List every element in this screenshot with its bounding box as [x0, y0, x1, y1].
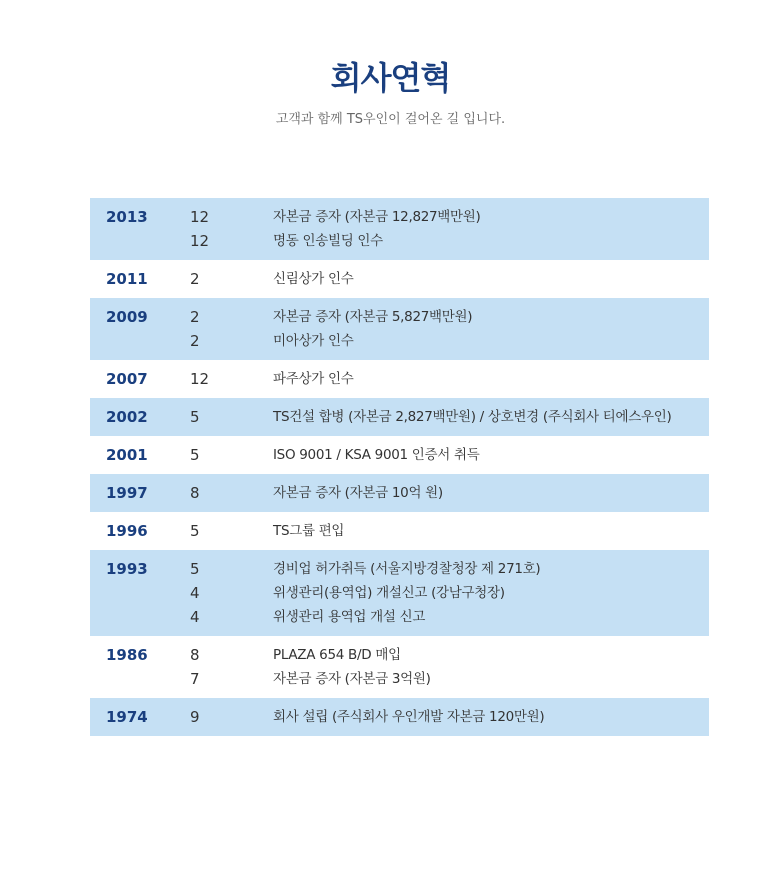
- history-event: [190, 229, 709, 253]
- event-description: TS건설 합병 (자본금 2,827백만원) / 상호변경 (주식회사 티에스우인): [273, 409, 672, 425]
- history-year: 2009: [106, 308, 148, 326]
- history-row-2001: [90, 436, 709, 474]
- history-row-1996: [90, 512, 709, 550]
- event-description: 자본금 증자 (자본금 5,827백만원): [273, 309, 473, 325]
- history-row-2009: [90, 298, 709, 360]
- history-year: 1993: [106, 560, 148, 578]
- history-event: [190, 557, 709, 581]
- history-event: [190, 305, 709, 329]
- event-description: 위생관리(용역업) 개설신고 (강남구청장): [273, 585, 505, 601]
- history-events: [190, 519, 709, 543]
- history-events: [190, 705, 709, 729]
- history-year: 2007: [106, 370, 148, 388]
- history-event: [190, 581, 709, 605]
- history-events: [190, 205, 709, 253]
- history-event: [190, 267, 709, 291]
- history-events: [190, 643, 709, 691]
- history-year: 1997: [106, 484, 148, 502]
- event-description: PLAZA 654 B/D 매입: [273, 647, 401, 663]
- history-year: 2011: [106, 270, 148, 288]
- history-events: [190, 481, 709, 505]
- event-description: TS그룹 편입: [273, 523, 345, 539]
- history-event: [190, 519, 709, 543]
- history-event: [190, 667, 709, 691]
- history-row-2013: [90, 198, 709, 260]
- history-event: [190, 329, 709, 353]
- event-description: 명동 인송빌딩 인수: [273, 233, 383, 249]
- history-row-1993: [90, 550, 709, 636]
- history-event: [190, 643, 709, 667]
- page-subtitle: 고객과 함께 TS우인이 걸어온 길 입니다.: [275, 112, 506, 127]
- history-events: [190, 267, 709, 291]
- page-title: 회사연혁: [330, 59, 451, 97]
- history-table: [90, 198, 709, 736]
- event-month: 8: [190, 646, 200, 664]
- event-description: 경비업 허가취득 (서울지방경찰청장 제 271호): [273, 561, 541, 577]
- event-month: 2: [190, 332, 200, 350]
- event-month: 12: [190, 370, 210, 388]
- event-description: ISO 9001 / KSA 9001 인증서 취득: [273, 447, 480, 463]
- history-year: 1996: [106, 522, 148, 540]
- history-event: [190, 605, 709, 629]
- history-events: [190, 405, 709, 429]
- event-month: 5: [190, 446, 200, 464]
- event-description: 파주상가 인수: [273, 371, 354, 387]
- event-description: 회사 설립 (주식회사 우인개발 자본금 120만원): [273, 709, 545, 725]
- event-month: 12: [190, 208, 210, 226]
- history-year: 2001: [106, 446, 148, 464]
- event-description: 자본금 증자 (자본금 3억원): [273, 671, 431, 687]
- event-month: 7: [190, 670, 200, 688]
- event-month: 2: [190, 270, 200, 288]
- event-description: 위생관리 용역업 개설 신고: [273, 609, 426, 625]
- history-year: 1974: [106, 708, 148, 726]
- history-events: [190, 305, 709, 353]
- event-description: 미아상가 인수: [273, 333, 354, 349]
- history-row-1986: [90, 636, 709, 698]
- event-month: 8: [190, 484, 200, 502]
- history-year: 2013: [106, 208, 148, 226]
- history-event: [190, 481, 709, 505]
- event-month: 5: [190, 560, 200, 578]
- event-month: 5: [190, 522, 200, 540]
- event-month: 4: [190, 608, 200, 626]
- history-row-2011: [90, 260, 709, 298]
- history-row-2007: [90, 360, 709, 398]
- event-month: 5: [190, 408, 200, 426]
- history-events: [190, 443, 709, 467]
- event-month: 12: [190, 232, 210, 250]
- event-month: 2: [190, 308, 200, 326]
- event-description: 신림상가 인수: [273, 271, 354, 287]
- event-month: 9: [190, 708, 200, 726]
- history-event: [190, 443, 709, 467]
- event-description: 자본금 증자 (자본금 10억 원): [273, 485, 443, 501]
- history-event: [190, 367, 709, 391]
- history-event: [190, 205, 709, 229]
- page-header: [0, 0, 781, 129]
- history-event: [190, 405, 709, 429]
- history-year: 1986: [106, 646, 148, 664]
- history-events: [190, 557, 709, 629]
- history-row-1997: [90, 474, 709, 512]
- history-year: 2002: [106, 408, 148, 426]
- history-row-2002: [90, 398, 709, 436]
- history-events: [190, 367, 709, 391]
- event-description: 자본금 증자 (자본금 12,827백만원): [273, 209, 481, 225]
- event-month: 4: [190, 584, 200, 602]
- history-event: [190, 705, 709, 729]
- history-row-1974: [90, 698, 709, 736]
